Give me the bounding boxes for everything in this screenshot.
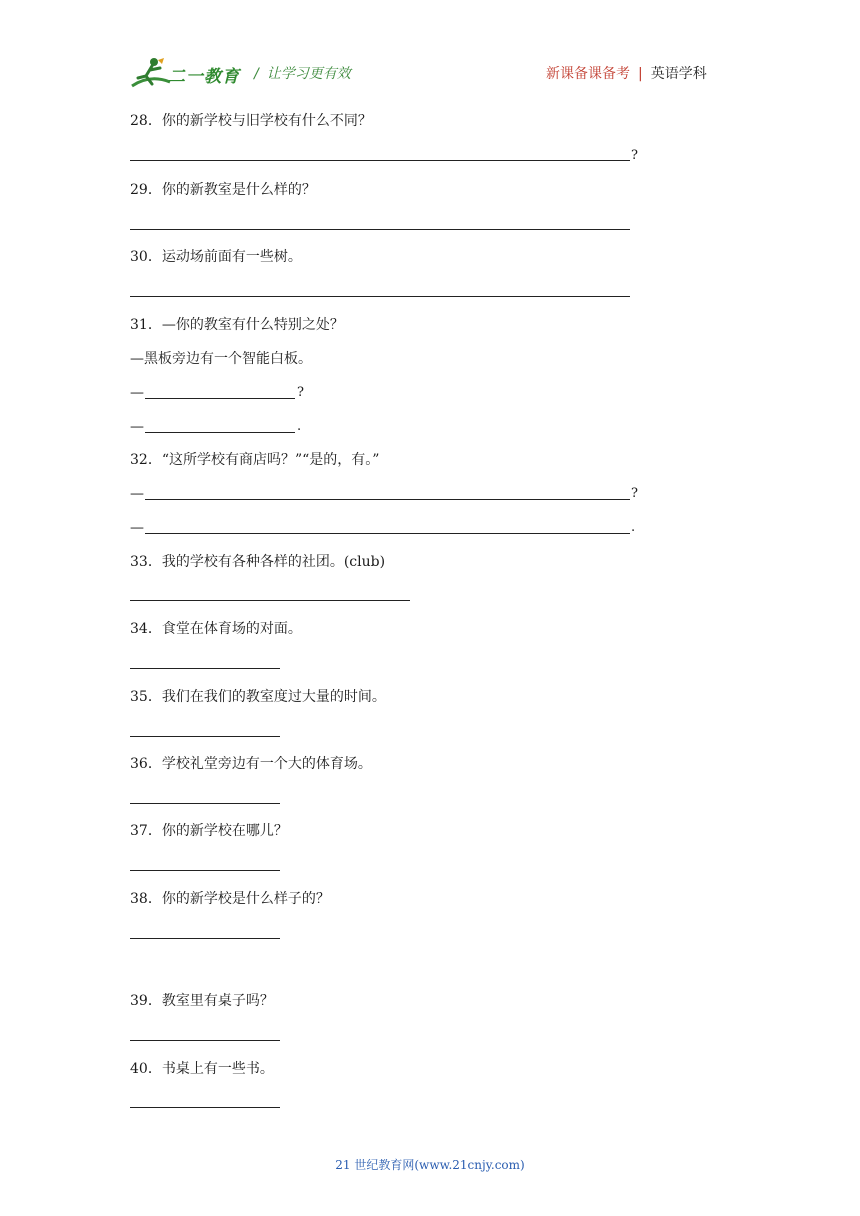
question-33: 33．我的学校有各种各样的社团。(club) <box>130 554 386 570</box>
header-right <box>546 63 707 83</box>
answer-tail-31a: ? <box>297 385 304 400</box>
answer-line-33[interactable] <box>130 600 410 601</box>
question-34: 34．食堂在体育场的对面。 <box>130 621 302 637</box>
header-subject: 英语学科 <box>650 66 707 82</box>
footer-source[interactable]: 21 世纪教育网(www.21cnjy.com) <box>335 1158 525 1172</box>
answer-dash-32b: — <box>130 520 144 536</box>
answer-tail-28: ? <box>631 148 638 163</box>
answer-dash-31a: — <box>130 385 144 401</box>
question-40: 40．书桌上有一些书。 <box>130 1061 274 1077</box>
brand-name: 二一教育 <box>168 67 240 87</box>
slogan <box>254 63 351 83</box>
answer-line-38[interactable] <box>130 938 280 939</box>
header-course-title: 新课备课备考 <box>546 66 630 82</box>
question-39: 39．教室里有桌子吗？ <box>130 993 274 1009</box>
answer-tail-31b: . <box>297 419 302 434</box>
question-29: 29．你的新教室是什么样的？ <box>130 182 316 198</box>
header-divider: | <box>638 66 643 82</box>
question-31-response: —黑板旁边有一个智能白板。 <box>130 351 312 367</box>
answer-line-36[interactable] <box>130 803 280 804</box>
answer-tail-32b: . <box>631 520 636 535</box>
answer-line-28[interactable] <box>130 160 630 161</box>
question-38: 38．你的新学校是什么样子的？ <box>130 891 330 907</box>
answer-dash-32a: — <box>130 486 144 502</box>
answer-line-30[interactable] <box>130 296 630 297</box>
question-28: 28．你的新学校与旧学校有什么不同？ <box>130 113 372 129</box>
answer-line-37[interactable] <box>130 870 280 871</box>
answer-line-32b[interactable] <box>145 533 630 534</box>
answer-tail-32a: ? <box>631 486 638 501</box>
question-35: 35．我们在我们的教室度过大量的时间。 <box>130 689 386 705</box>
answer-line-35[interactable] <box>130 736 280 737</box>
question-32: 32．“这所学校有商店吗？”“是的，有。” <box>130 452 380 468</box>
answer-line-31b[interactable] <box>145 432 295 433</box>
question-31: 31．—你的教室有什么特别之处？ <box>130 317 344 333</box>
answer-line-32a[interactable] <box>145 499 630 500</box>
answer-line-29[interactable] <box>130 229 630 230</box>
slogan-slash: / <box>254 66 259 82</box>
slogan-text: 让学习更有效 <box>266 66 351 82</box>
question-36: 36．学校礼堂旁边有一个大的体育场。 <box>130 756 372 772</box>
answer-dash-31b: — <box>130 419 144 435</box>
question-30: 30．运动场前面有一些树。 <box>130 249 302 265</box>
answer-line-31a[interactable] <box>145 398 295 399</box>
answer-line-39[interactable] <box>130 1040 280 1041</box>
answer-line-34[interactable] <box>130 668 280 669</box>
question-37: 37．你的新学校在哪儿？ <box>130 823 288 839</box>
answer-line-40[interactable] <box>130 1107 280 1108</box>
